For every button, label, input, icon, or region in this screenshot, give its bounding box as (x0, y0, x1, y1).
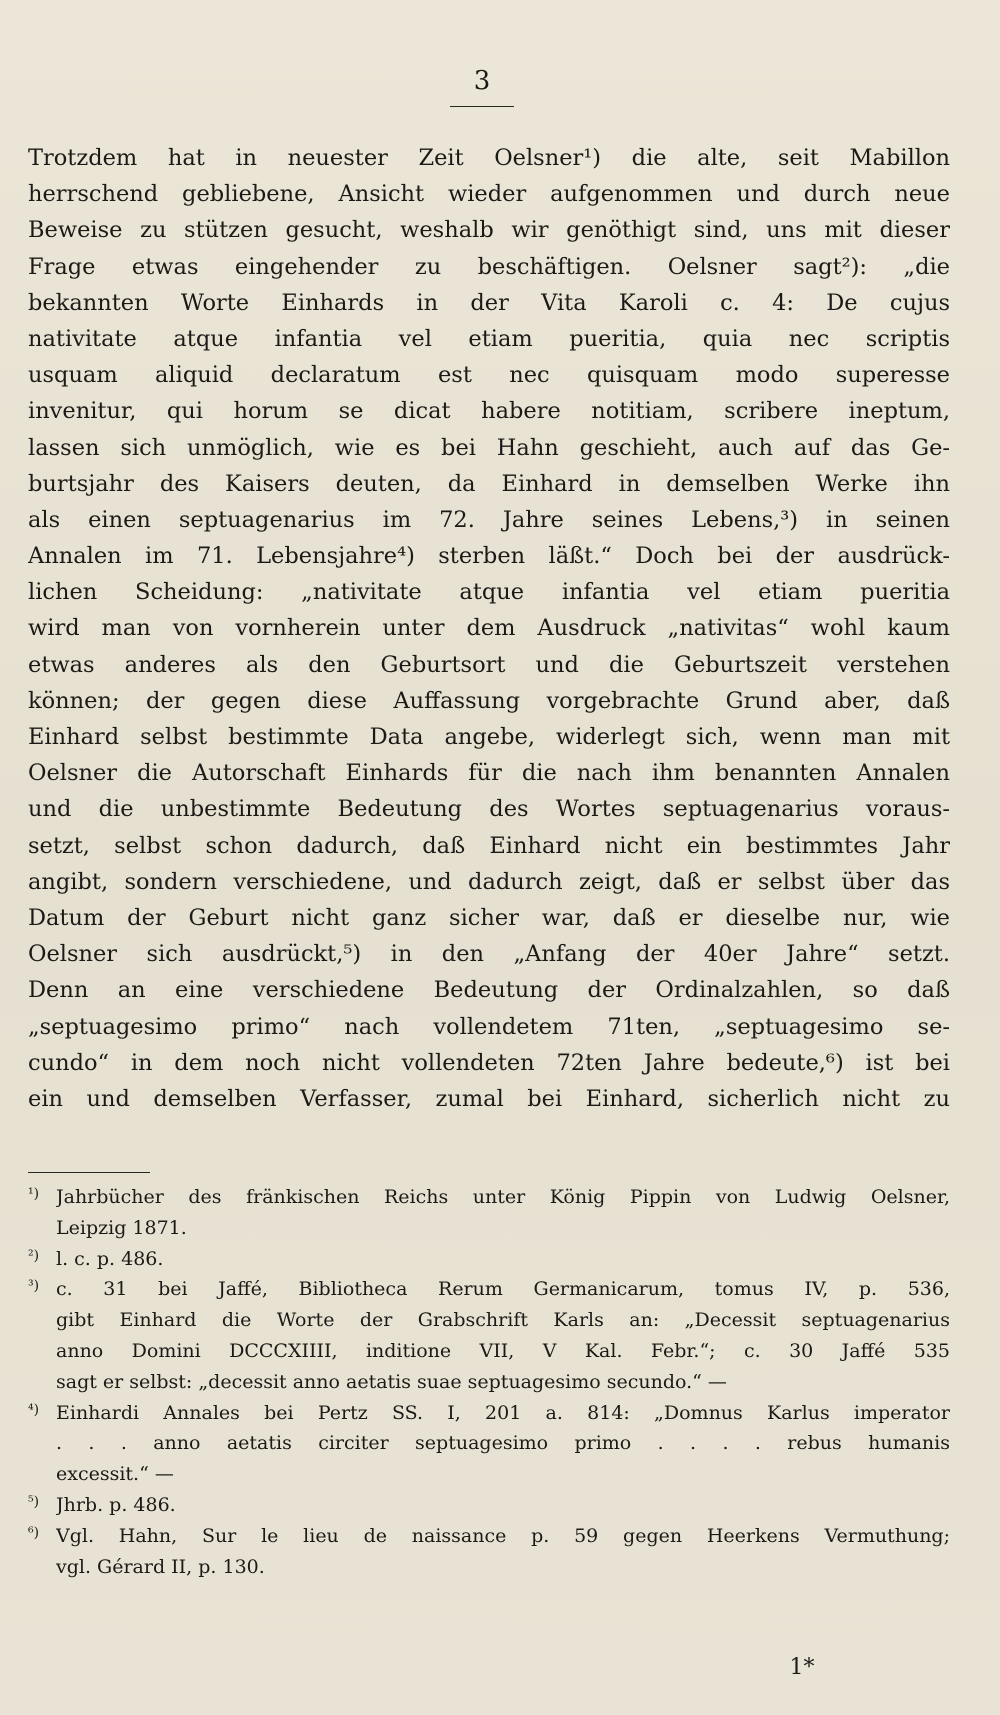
footnotes (28, 1182, 950, 1582)
footnote-text: Vgl. Hahn, Sur le lieu de naissance p. 59 gegen Heerkens Vermuthung; (56, 1524, 950, 1547)
footnote-line (28, 1398, 950, 1429)
footnote-text: Leipzig 1871. (56, 1216, 187, 1239)
text-line: burtsjahr des Kaisers deuten, da Einhard in demselben Werke ihn (28, 470, 950, 497)
text-line: Trotzdem hat in neuester Zeit Oelsner¹) die alte, seit Mabillon (28, 145, 950, 171)
footnote-line (28, 1182, 950, 1213)
text-line: und die unbestimmte Bedeutung des Wortes septuagenarius voraus- (28, 796, 950, 823)
text-line: Oelsner die Autorschaft Einhards für die nach ihm benannten Annalen (28, 760, 950, 787)
text-line: „septuagesimo primo“ nach vollendetem 71ten, „septuagesimo se- (28, 1013, 950, 1040)
footnote-line (28, 1490, 950, 1521)
body-text (28, 140, 950, 1117)
footnote-text: sagt er selbst: „decessit anno aetatis suae septuagesimo secundo.“ — (56, 1370, 727, 1393)
footnote-marker: ⁶) (28, 1524, 40, 1541)
text-line: invenitur, qui horum se dicat habere notitiam, scribere ineptum, (28, 398, 950, 425)
footnote-line (28, 1274, 950, 1305)
footnote-line (28, 1367, 950, 1398)
footnote-text: Jahrbücher des fränkischen Reichs unter König Pippin von Ludwig Oelsner, (56, 1186, 950, 1208)
text-line: lichen Scheidung: „nativitate atque infantia vel etiam pueritia (28, 579, 950, 606)
footnote-line (28, 1552, 950, 1583)
text-line: herrschend gebliebene, Ansicht wieder aufgenommen und durch neue (28, 181, 950, 208)
text-line: nativitate atque infantia vel etiam pueritia, quia nec scriptis (28, 325, 950, 352)
footnote-text: Jhrb. p. 486. (56, 1493, 176, 1516)
footnote-marker: ²) (28, 1247, 40, 1264)
text-line: angibt, sondern verschiedene, und dadurch zeigt, daß er selbst über das (28, 868, 950, 895)
text-line: usquam aliquid declaratum est nec quisquam modo superesse (28, 362, 950, 389)
text-line: als einen septuagenarius im 72. Jahre seines Lebens,³) in seinen (28, 506, 950, 533)
footnote-marker: ⁵) (28, 1493, 40, 1510)
footnote-text: anno Domini DCCCXIIII, inditione VII, V Kal. Febr.“; c. 30 Jaffé 535 (56, 1339, 950, 1362)
text-line: Denn an eine verschiedene Bedeutung der Ordinalzahlen, so daß (28, 977, 950, 1004)
footnote-rule (28, 1172, 150, 1173)
text-line: ein und demselben Verfasser, zumal bei Einhard, sicherlich nicht zu (28, 1085, 950, 1112)
footnote-marker: ¹) (28, 1186, 40, 1202)
footnote-text: . . . anno aetatis circiter septuagesimo primo . . . . rebus humanis (56, 1432, 950, 1455)
footnote-text: Einhardi Annales bei Pertz SS. I, 201 a. 814: „Domnus Karlus imperator (56, 1401, 950, 1424)
text-line: Annalen im 71. Lebensjahre⁴) sterben läßt.“ Doch bei der ausdrück- (28, 543, 950, 570)
footnote-line (28, 1428, 950, 1459)
footnote-text: excessit.“ — (56, 1463, 174, 1486)
footnote-text: gibt Einhard die Worte der Grabschrift Karls an: „Decessit septuagenarius (56, 1309, 950, 1332)
footnote-line (28, 1336, 950, 1367)
text-line: können; der gegen diese Auffassung vorgebrachte Grund aber, daß (28, 687, 950, 714)
footnote-line (28, 1521, 950, 1552)
text-line: Beweise zu stützen gesucht, weshalb wir genöthigt sind, uns mit dieser (28, 217, 950, 244)
header-rule (450, 106, 514, 107)
footnote-text: l. c. p. 486. (56, 1247, 164, 1270)
text-line: Oelsner sich ausdrückt,⁵) in den „Anfang der 40er Jahre“ setzt. (28, 941, 950, 968)
signature-mark: 1* (789, 1655, 815, 1680)
footnote-text: c. 31 bei Jaffé, Bibliotheca Rerum Germanicarum, tomus IV, p. 536, (56, 1278, 950, 1301)
text-line: cundo“ in dem noch nicht vollendeten 72ten Jahre bedeute,⁶) ist bei (28, 1049, 950, 1076)
text-line: Datum der Geburt nicht ganz sicher war, daß er dieselbe nur, wie (28, 904, 950, 931)
footnote-text: vgl. Gérard II, p. 130. (56, 1555, 265, 1578)
footnote-line (28, 1305, 950, 1336)
text-line: etwas anderes als den Geburtsort und die Geburtszeit verstehen (28, 651, 950, 678)
footnote-marker: ³) (28, 1278, 40, 1295)
footnote-line (28, 1213, 950, 1244)
page-number: 3 (473, 66, 491, 96)
footnote-marker: ⁴) (28, 1401, 40, 1418)
text-line: lassen sich unmöglich, wie es bei Hahn geschieht, auch auf das Ge- (28, 434, 950, 461)
text-line: Einhard selbst bestimmte Data angebe, widerlegt sich, wenn man mit (28, 724, 950, 750)
footnote-line (28, 1459, 950, 1490)
text-line: wird man von vornherein unter dem Ausdruck „nativitas“ wohl kaum (28, 615, 950, 642)
text-line: setzt, selbst schon dadurch, daß Einhard nicht ein bestimmtes Jahr (28, 832, 950, 859)
text-line: Frage etwas eingehender zu beschäftigen. Oelsner sagt²): „die (28, 253, 950, 280)
footnote-line (28, 1244, 950, 1275)
text-line: bekannten Worte Einhards in der Vita Karoli c. 4: De cujus (28, 289, 950, 316)
